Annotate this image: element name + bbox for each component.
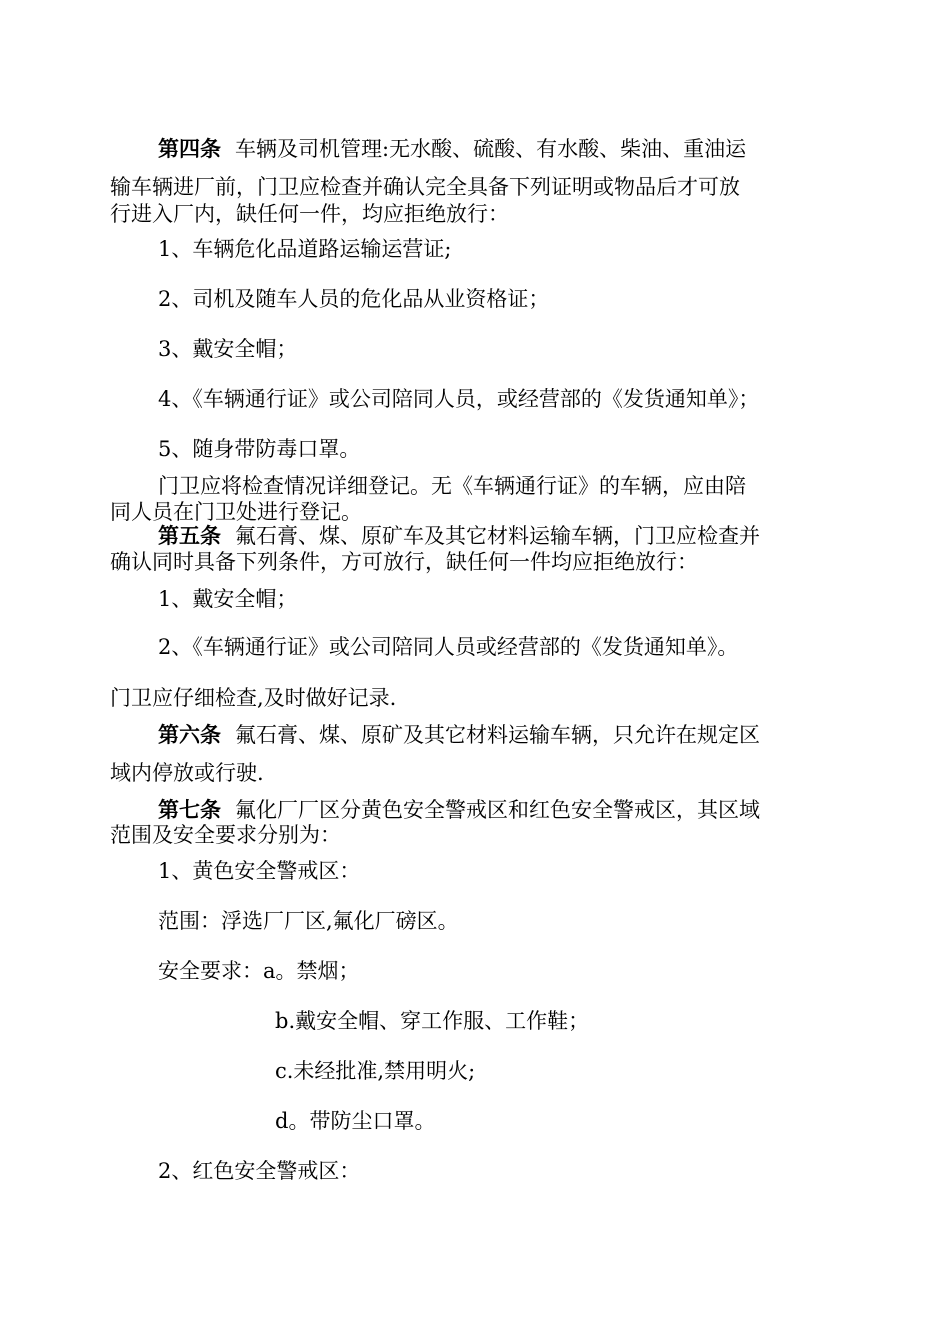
article4-line3: 行进入厂内，缺任何一件，均应拒绝放行： (110, 202, 509, 226)
yellow-zone-range: 范围：浮选厂厂区,氟化厂磅区。 (158, 909, 459, 933)
yellow-zone-req-c: c.未经批准,禁用明火; (275, 1059, 476, 1083)
article4-item-5: 5、随身带防毒口罩。 (158, 437, 361, 461)
article5-line1: 氟石膏、煤、原矿车及其它材料运输车辆，门卫应检查并 (235, 524, 760, 548)
article6-line2: 域内停放或行驶. (110, 761, 264, 785)
article5-label: 第五条 (158, 523, 221, 548)
article5-line2: 确认同时具备下列条件，方可放行，缺任何一件均应拒绝放行： (110, 550, 698, 574)
article4-item-1: 1、车辆危化品道路运输运营证; (158, 237, 452, 261)
yellow-zone-req-line (158, 958, 360, 984)
article4-line1: 车辆及司机管理:无水酸、硫酸、有水酸、柴油、重油运 (235, 137, 747, 161)
article7-line1: 氟化厂厂区分黄色安全警戒区和红色安全警戒区，其区域 (235, 798, 760, 822)
article5-first-line (158, 523, 760, 549)
article4-first-line (158, 136, 746, 162)
article6-label: 第六条 (158, 722, 221, 747)
yellow-zone-req-d: d。带防尘口罩。 (275, 1109, 436, 1133)
article6-line1: 氟石膏、煤、原矿及其它材料运输车辆，只允许在规定区 (235, 723, 760, 747)
yellow-zone-title: 1、黄色安全警戒区： (158, 859, 361, 883)
article4-label: 第四条 (158, 136, 221, 161)
yellow-zone-req-b: b.戴安全帽、穿工作服、工作鞋； (275, 1009, 590, 1033)
red-zone-title: 2、红色安全警戒区： (158, 1159, 361, 1183)
article7-first-line (158, 797, 760, 823)
article6-first-line (158, 722, 760, 748)
article7-line2: 范围及安全要求分别为： (110, 823, 341, 847)
yellow-zone-req-a: a。禁烟； (263, 959, 360, 983)
article5-item-2: 2、《车辆通行证》或公司陪同人员或经营部的《发货通知单》。 (158, 635, 739, 659)
article7-label: 第七条 (158, 797, 221, 822)
yellow-zone-req-label: 安全要求： (158, 959, 263, 983)
article4-item-3: 3、戴安全帽； (158, 337, 298, 361)
article4-item-2: 2、司机及随车人员的危化品从业资格证； (158, 287, 550, 311)
article4-note-line2: 同人员在门卫处进行登记。 (110, 500, 362, 524)
article4-line2: 输车辆进厂前，门卫应检查并确认完全具备下列证明或物品后才可放 (110, 175, 740, 199)
article5-item-1: 1、戴安全帽； (158, 587, 298, 611)
article4-note-line1: 门卫应将检查情况详细登记。无《车辆通行证》的车辆，应由陪 (158, 474, 746, 498)
article5-note: 门卫应仔细检查,及时做好记录. (110, 686, 397, 710)
article4-item-4: 4、《车辆通行证》或公司陪同人员，或经营部的《发货通知单》； (158, 387, 760, 411)
